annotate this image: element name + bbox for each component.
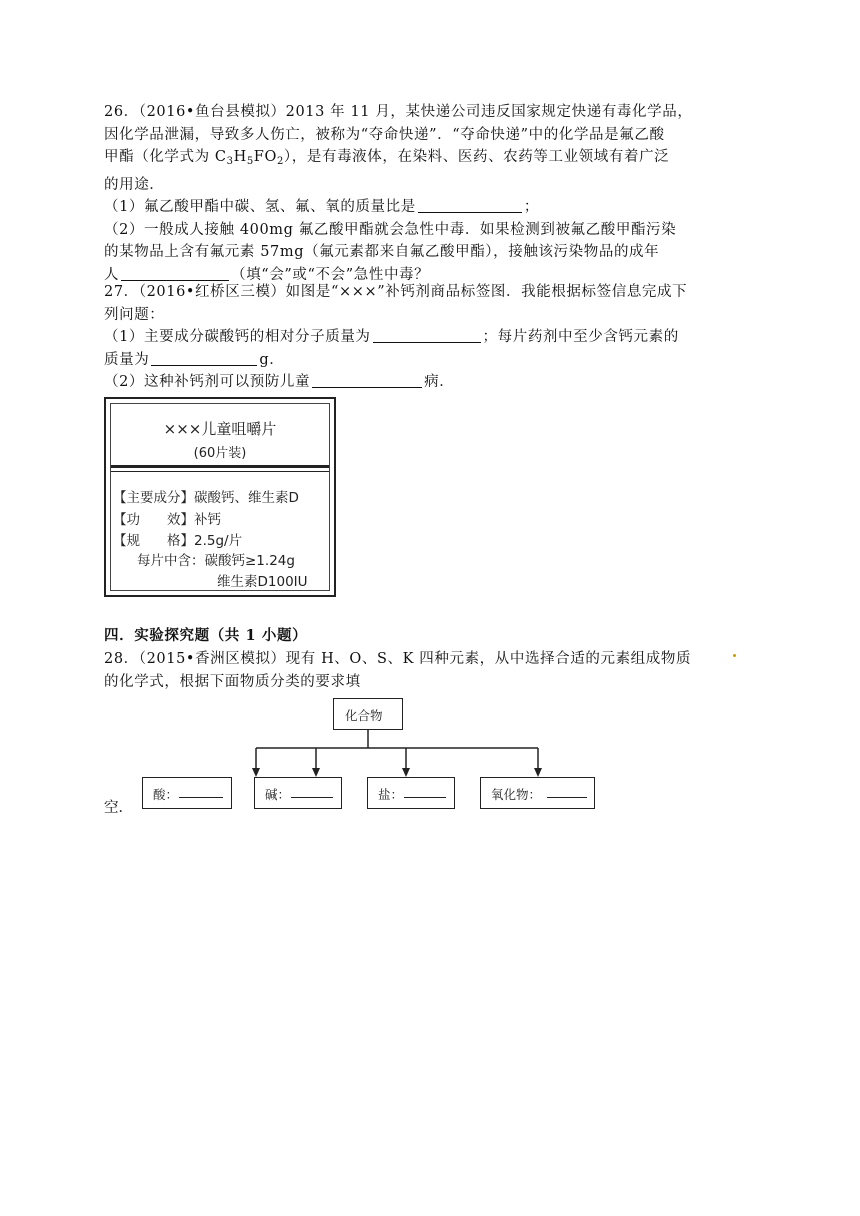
answer-blank-molecular-mass[interactable] xyxy=(373,328,481,343)
q26-p1-end: ； xyxy=(523,199,539,215)
formula-sub-5: 5 xyxy=(246,156,254,167)
question-26 xyxy=(104,101,754,286)
q27-part-1-line-2 xyxy=(104,349,754,372)
label-row-content: 每片中含：碳酸钙≥1.24g xyxy=(137,553,295,569)
label-row-ingredients xyxy=(113,486,299,506)
base-box xyxy=(254,777,342,809)
label-row-spec xyxy=(113,529,242,549)
q26-line-1: 26．（2016•鱼台县模拟）2013 年 11 月，某快递公司违反国家规定快递有毒化学品， xyxy=(104,104,693,120)
q27-line-1: 27．（2016•红桥区三模）如图是“×××”补钙剂商品标签图．我能根据标签信息完成下 xyxy=(104,284,688,300)
salt-label: 盐： xyxy=(378,787,404,802)
q27-p1-pre: （1）主要成分碳酸钙的相对分子质量为 xyxy=(104,329,371,345)
product-label-figure xyxy=(104,397,336,597)
question-27 xyxy=(104,281,754,394)
label-row-vitamin: 维生素D100IU xyxy=(217,574,308,590)
salt-box xyxy=(367,777,455,809)
q28-line-1: 28．（2015•香洲区模拟）现有 H、O、S、K 四种元素，从中选择合适的元素组成物质 xyxy=(104,651,692,667)
q27-part-1 xyxy=(104,326,754,349)
q26-p2-post: （填“会”或“不会”急性中毒？ xyxy=(231,266,430,283)
label-inner-frame xyxy=(110,403,330,591)
label-title: ×××儿童咀嚼片 xyxy=(163,420,277,438)
q27-p1-mid: ；每片药剂中至少含钙元素的 xyxy=(482,329,679,345)
base-label: 碱： xyxy=(265,787,291,802)
oxide-box xyxy=(480,777,595,809)
acid-label: 酸： xyxy=(153,787,179,802)
label-row-effect xyxy=(113,508,221,528)
q27-p1-l2-post: g． xyxy=(259,351,285,368)
label-val-spec: 2.5g/片 xyxy=(194,533,243,549)
diagram-root-label: 化合物 xyxy=(345,708,383,723)
q26-p1-text: （1）氟乙酸甲酯中碳、氢、氟、氧的质量比是 xyxy=(104,199,416,215)
q26-line-4: 的用途． xyxy=(104,176,165,193)
oxide-answer-blank[interactable] xyxy=(547,797,587,798)
q26-line-3 xyxy=(104,146,754,174)
label-key-effect: 【功 效】 xyxy=(113,512,194,528)
section-heading-4: 四．实验探究题（共 1 小题） xyxy=(104,627,308,644)
formula-sub-3: 3 xyxy=(226,156,234,167)
q27-p2-pre: （2）这种补钙剂可以预防儿童 xyxy=(104,374,311,390)
answer-blank-calcium-mass[interactable] xyxy=(151,351,257,366)
label-key-ingredients: 【主要成分】 xyxy=(113,490,194,506)
label-subtitle: (60片装) xyxy=(193,446,247,461)
answer-blank-poisoning[interactable] xyxy=(121,266,229,281)
q26-part-2-line-2: 的某物品上含有氟元素 57mg（氟元素都来自氟乙酸甲酯），接触该污染物品的成年 xyxy=(104,244,660,260)
q26-part-2-line-1: （2）一般成人接触 400mg 氟乙酸甲酯就会急性中毒．如果检测到被氟乙酸甲酯污染 xyxy=(104,221,677,238)
q28-line-2: 的化学式，根据下面物质分类的要求填 xyxy=(104,673,361,690)
base-answer-blank[interactable] xyxy=(291,797,333,798)
q27-p1-l2-pre: 质量为 xyxy=(104,351,150,368)
label-val-effect: 补钙 xyxy=(194,512,221,528)
q27-line-2: 列问题： xyxy=(104,306,165,323)
stray-mark xyxy=(733,654,736,657)
answer-blank-disease[interactable] xyxy=(312,373,422,388)
q28-tail: 空． xyxy=(104,800,133,816)
q26-part-1 xyxy=(104,196,754,219)
label-key-spec: 【规 格】 xyxy=(113,533,194,549)
acid-answer-blank[interactable] xyxy=(179,797,223,798)
q26-formula-pre: 甲酯（化学式为 C xyxy=(104,149,227,165)
answer-blank-mass-ratio[interactable] xyxy=(418,198,522,213)
q26-p2-pre: 人 xyxy=(104,266,120,283)
label-divider-thin xyxy=(111,471,329,472)
q26-formula-post: ），是有毒液体，在染料、医药、农药等工业领域有着广泛 xyxy=(283,149,670,165)
acid-box xyxy=(142,777,232,809)
label-val-ingredients: 碳酸钙、维生素D xyxy=(194,490,299,506)
formula-sub-2: 2 xyxy=(276,156,284,167)
q26-line-2: 因化学品泄漏，导致多人伤亡，被称为“夺命快递”．“夺命快递”中的化学品是氟乙酸 xyxy=(104,126,665,143)
salt-answer-blank[interactable] xyxy=(404,797,446,798)
question-28 xyxy=(104,648,754,693)
q27-part-2 xyxy=(104,371,754,394)
q27-p2-post: 病． xyxy=(424,374,455,390)
formula-h: H xyxy=(233,149,247,165)
formula-fo: FO xyxy=(253,149,277,165)
oxide-label: 氧化物： xyxy=(491,787,542,802)
label-divider-thick xyxy=(111,465,329,468)
